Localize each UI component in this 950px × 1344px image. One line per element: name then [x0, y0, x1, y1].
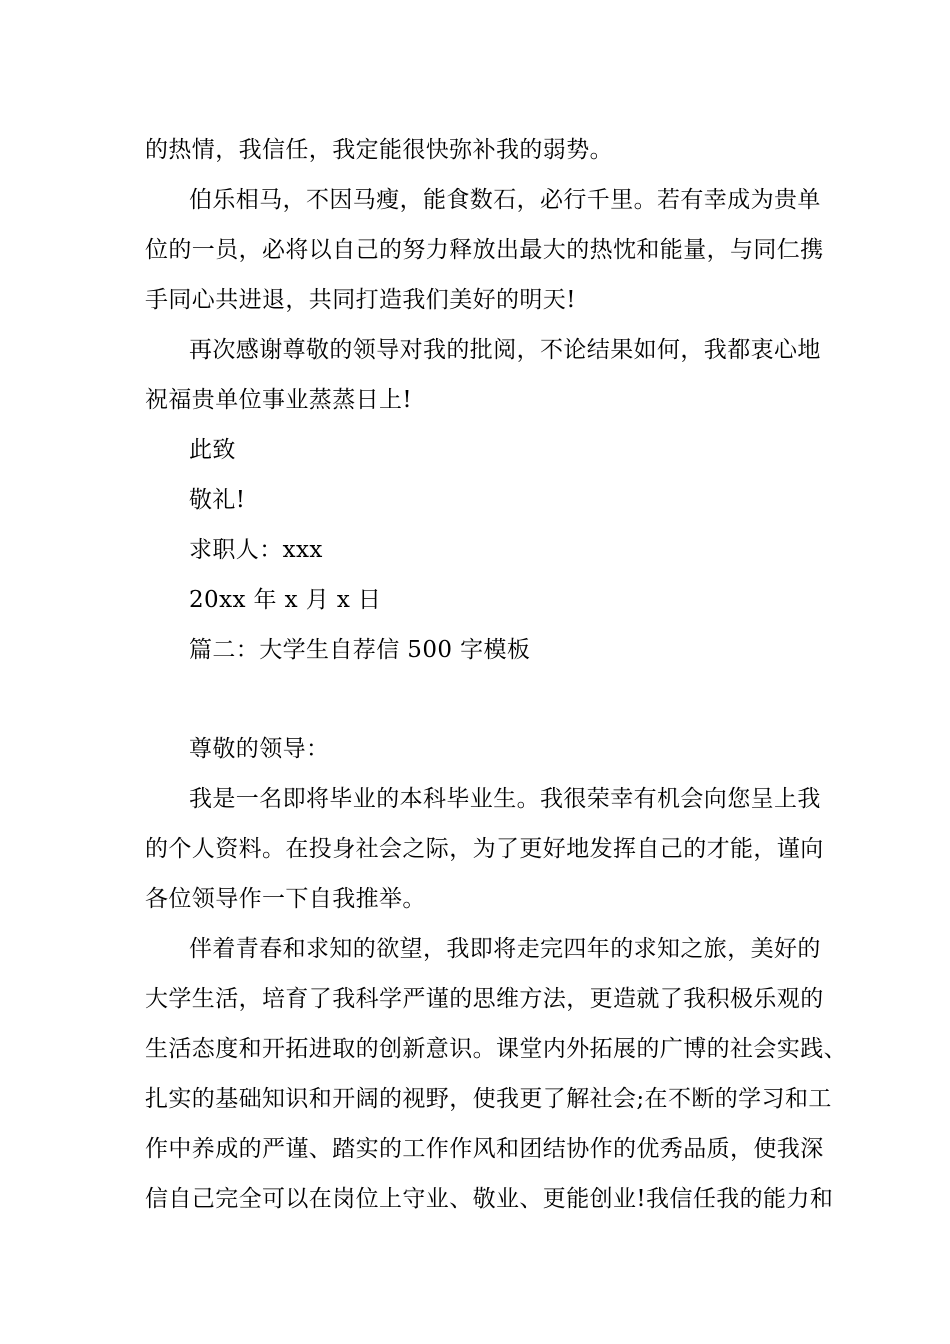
paragraph-start: 伯乐相马，不因马瘦，能食数石，必行千里。若有幸成为贵单 [189, 187, 821, 213]
text-line: 大学生活，培育了我科学严谨的思维方法，更造就了我积极乐观的 [145, 986, 824, 1012]
text-line: 的热情，我信任，我定能很快弥补我的弱势。 [145, 137, 613, 163]
text-line: 手同心共进退，共同打造我们美好的明天! [145, 287, 576, 313]
text-line: 扎实的基础知识和开阔的视野，使我更了解社会;在不断的学习和工 [145, 1086, 832, 1112]
text-line: 的个人资料。在投身社会之际，为了更好地发挥自己的才能，谨向 [145, 836, 824, 862]
paragraph-start: 我是一名即将毕业的本科毕业生。我很荣幸有机会向您呈上我 [189, 786, 821, 812]
text-line: 信自己完全可以在岗位上守业、敬业、更能创业!我信任我的能力和 [145, 1186, 834, 1212]
text-line: 各位领导作一下自我推举。 [145, 886, 426, 912]
text-line: 生活态度和开拓进取的创新意识。课堂内外拓展的广博的社会实践、 [145, 1036, 847, 1062]
applicant-signature: 求职人：xxx [189, 537, 323, 563]
text-line: 祝福贵单位事业蒸蒸日上! [145, 387, 413, 413]
paragraph-start: 再次感谢尊敬的领导对我的批阅，不论结果如何，我都衷心地 [189, 337, 821, 363]
paragraph-start: 伴着青春和求知的欲望，我即将走完四年的求知之旅，美好的 [189, 936, 821, 962]
closing-regards: 敬礼! [189, 487, 246, 513]
section-heading: 篇二：大学生自荐信 500 字模板 [189, 637, 531, 663]
closing-salutation: 此致 [189, 437, 236, 463]
letter-date: 20xx 年 x 月 x 日 [189, 587, 382, 613]
text-line: 位的一员，必将以自己的努力释放出最大的热忱和能量，与同仁携 [145, 237, 824, 263]
letter-greeting: 尊敬的领导： [189, 736, 330, 762]
text-line: 作中养成的严谨、踏实的工作作风和团结协作的优秀品质，使我深 [145, 1136, 824, 1162]
